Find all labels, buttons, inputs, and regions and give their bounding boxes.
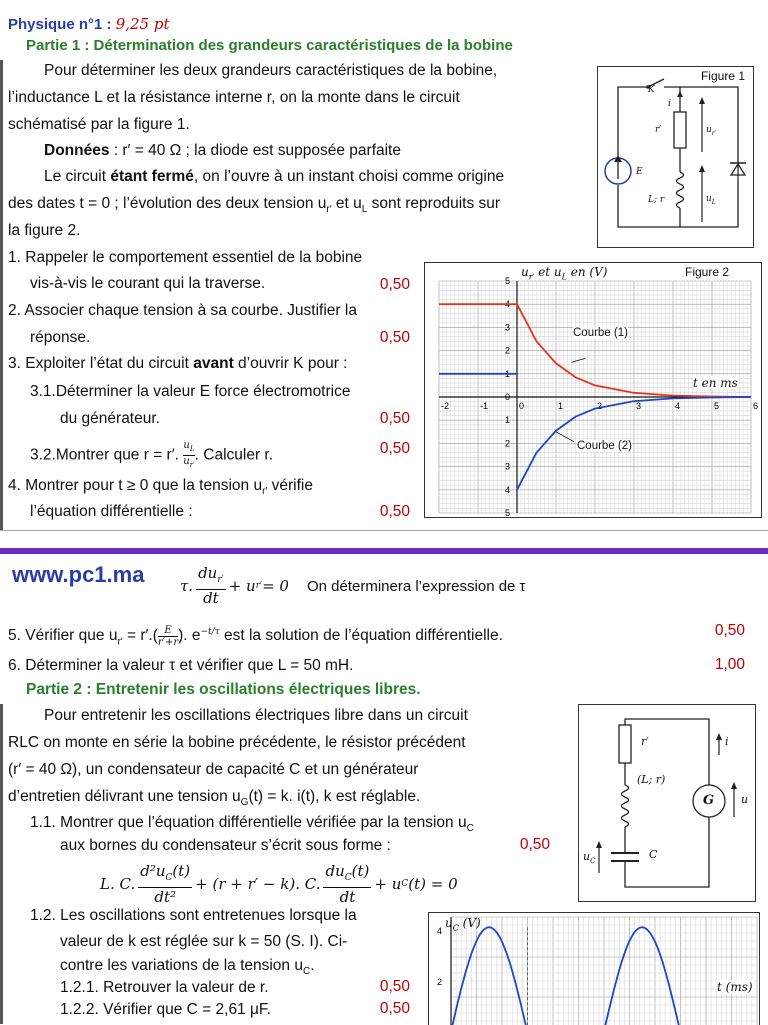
eq-main: L. C. $d^2u_C(t)$ dt² + (r + r′ − k). C. $du_C(t)$ dt + u C (t) = 0	[100, 862, 458, 906]
y-tick-label: 1	[505, 415, 511, 426]
y-tick-label: 4	[437, 925, 443, 936]
q121-points: 0,50	[379, 978, 410, 995]
q2-line1	[8, 301, 357, 321]
eq-top-tau: τ.	[180, 577, 194, 595]
fig3-label-rprime: r′	[641, 735, 649, 748]
q3-num: 3.	[8, 355, 21, 372]
x-tick-label: 3	[636, 401, 642, 411]
q4-text1b: vérifie	[267, 477, 313, 494]
fig3-label-u: u	[741, 793, 749, 806]
figure-2	[424, 262, 762, 518]
q4-points: 0,50	[379, 503, 410, 520]
fig2-ylabel-u: u	[521, 265, 529, 279]
eq-main-num2: du	[325, 862, 345, 880]
q12-line2: valeur de k est réglée sur k = 50 (S. I). Ci-	[60, 933, 348, 950]
q4-num: 4.	[8, 477, 21, 494]
site-brand: www.pc1.ma	[12, 562, 145, 587]
divider-line	[0, 530, 768, 531]
y-tick-label: 3	[505, 461, 511, 472]
q6-points: 1,00	[714, 656, 745, 673]
x-tick-label: 0	[519, 401, 525, 411]
q4-text1: Montrer pour t ≥ 0 que la tension u	[25, 477, 263, 494]
page-header	[8, 14, 170, 35]
fig1-label-E: E	[636, 167, 643, 177]
x-tick-label: 2	[597, 401, 603, 411]
q32-fraction: $\frac{u_L}{u_{r'}}$	[183, 440, 195, 469]
circuit-line-2	[8, 194, 500, 220]
q32-line	[30, 440, 273, 471]
figure-1-circuit	[598, 67, 753, 247]
eq-top: τ. $du_{r'}$ dt + u r′ = 0 On déterminera l’expression de τ	[180, 564, 526, 607]
p2-line4: d’entretien délivrant une tension $u_G(t) = k$. i(t), k est réglable.	[8, 788, 421, 809]
eq-main-num1b: (t)	[172, 862, 191, 880]
figure-3	[578, 704, 756, 902]
fig1-label-urprime: $u_{r'}$	[706, 125, 717, 137]
y-tick-label: 2	[505, 438, 511, 449]
q2-num: 2.	[8, 302, 21, 319]
fig1-label-Lr: L; r	[648, 195, 665, 205]
eq-main-a: L. C.	[100, 875, 136, 893]
q2-text1: Associer chaque tension à sa courbe. Justifier la	[24, 302, 357, 319]
fig3-label-C: C	[649, 848, 658, 861]
fig2-ylabel-unit: en (V)	[566, 265, 608, 279]
q1-points: 0,50	[379, 276, 410, 293]
fig4-xlabel: t (ms)	[717, 980, 753, 994]
fig2-curve1-label: Courbe (1)	[573, 327, 628, 339]
q5-fraction: $\frac{E}{r'+r}$	[157, 624, 179, 648]
fig1-uL-text: u	[706, 194, 712, 204]
left-margin-bar-2	[0, 704, 3, 1024]
eq-top-num: du	[198, 564, 218, 582]
eq-top-eq: = 0	[262, 577, 289, 595]
y-tick-label: 0	[505, 392, 511, 402]
fig2-ylabel-rest: et u	[534, 265, 562, 279]
y-tick-label: 2	[437, 976, 443, 987]
eq-top-rest: + u	[228, 577, 256, 595]
sub-rprime: r′	[326, 204, 332, 216]
q3-text1c: d’ouvrir K pour :	[233, 355, 348, 372]
q3-line1	[8, 354, 347, 374]
purple-divider	[0, 548, 768, 554]
eq-top-note: On déterminera l’expression de τ	[306, 577, 526, 595]
fig3-label-G: G	[703, 793, 715, 808]
q5-points: 0,50	[714, 622, 745, 639]
fig1-label-uL: $u_L$	[706, 194, 716, 206]
fig3-uC-text: u	[583, 850, 591, 863]
q31-text1: Déterminer la valeur E force électromotrice	[55, 383, 351, 400]
q5-text-a: Vérifier que u	[25, 627, 118, 645]
fig2-ylabel: $u_{r'}$ et $u_L$ en (V)	[521, 265, 608, 282]
q122-line: 1.2.2. Vérifier que C = 2,61 μF.	[60, 1001, 271, 1018]
x-tick-label: 5	[714, 401, 720, 411]
circuit-line-2a: des dates t = 0 ; l’évolution des deux tension u	[8, 195, 327, 212]
fig3-label-i: i	[725, 735, 729, 748]
part1-title: Partie 1 : Détermination des grandeurs caractéristiques de la bobine	[26, 37, 513, 54]
y-tick-label: 2	[505, 345, 511, 356]
intro-line-1: Pour déterminer les deux grandeurs caractéristiques de la bobine,	[44, 62, 498, 79]
p2-line4b: (t) = k. i(t), k est réglable.	[248, 788, 421, 805]
q2-line2: réponse.	[30, 329, 91, 346]
eq-main-den1: dt²	[154, 888, 176, 906]
q11-line2: aux bornes du condensateur s’écrit sous forme :	[60, 837, 391, 854]
fig4-ylabel-unit: (V)	[458, 916, 481, 930]
q2-points: 0,50	[379, 329, 410, 346]
circuit-line-2c: sont reproduits sur	[367, 195, 501, 212]
circuit-line-1c: , on l’ouvre à un instant choisi comme origine	[193, 168, 505, 185]
y-tick-label: 5	[505, 276, 511, 286]
fig1-urprime-text: u	[706, 125, 712, 135]
q6-num: 6.	[8, 657, 21, 674]
intro-line-2: l’inductance L et la résistance interne r, on la monte dans le circuit	[8, 89, 460, 106]
eq-main-den2: dt	[339, 888, 356, 906]
q3-text1: Exploiter l’état du circuit	[25, 355, 194, 372]
q32-points: 0,50	[379, 440, 410, 457]
x-tick-label: 6	[753, 401, 759, 411]
q5-line: 5. Vérifier que $u_{r'} = r'$.( $\frac{E}{r'+r}$ ). $e^{-t/\tau}$ est la solution de l’équation différentielle.	[8, 624, 503, 648]
q4-sub: r′	[262, 486, 268, 498]
q121-line: 1.2.1. Retrouver la valeur de r.	[60, 979, 269, 996]
p2-line3: (r′ = 40 Ω), un condensateur de capacité C et un générateur	[8, 761, 419, 778]
q5-text-d: est la solution de l’équation différentielle.	[219, 627, 503, 645]
fig1-label-K: K	[648, 85, 655, 95]
fig3-label-Lr: (L; r)	[637, 773, 666, 786]
q5-num: 5.	[8, 627, 21, 645]
q5-text-c: . e	[183, 627, 201, 645]
q4-line1	[8, 476, 313, 502]
p2-line1: Pour entretenir les oscillations électriques libre dans un circuit	[44, 707, 468, 724]
circuit-line-3: la figure 2.	[8, 222, 81, 239]
q32-num: 3.2.	[30, 446, 56, 464]
left-margin-bar	[0, 60, 3, 530]
q31-num: 3.1.	[30, 383, 56, 400]
circuit-line-2b: et u	[331, 195, 362, 212]
q1-line2: vis-à-vis le courant qui la traverse.	[30, 275, 266, 292]
eq-main-d: (t) = 0	[408, 875, 458, 893]
header-colon: :	[102, 16, 116, 33]
q11-line1: 1.1. Montrer que l’équation différentielle vérifiée par la tension $u_C$	[30, 814, 474, 835]
donnees-label: Données	[44, 142, 110, 159]
figure-4	[428, 912, 760, 1025]
q6-line	[8, 656, 353, 676]
y-tick-label: 4	[505, 484, 511, 495]
eq-main-c: + u	[374, 875, 402, 893]
circuit-line-1	[44, 167, 504, 187]
donnees-line	[44, 141, 401, 161]
fig2-curve2-label: Courbe (2)	[577, 440, 632, 452]
part2-title: Partie 2 : Entretenir les oscillations électriques libres.	[26, 681, 421, 698]
figure-1-title: Figure 1	[700, 69, 745, 83]
intro-line-3: schématisé par la figure 1.	[8, 116, 190, 133]
circuit-line-1a: Le circuit	[44, 168, 111, 185]
fig1-label-i: i	[668, 99, 671, 109]
p2-line4a: d’entretien délivrant une tension u	[8, 788, 241, 805]
eq-main-num1: d²u	[140, 862, 166, 880]
figure-2-chart	[425, 263, 761, 517]
q31-line1	[30, 382, 350, 402]
y-tick-label: 5	[505, 508, 511, 517]
fig2-title: Figure 2	[685, 265, 730, 279]
eq-top-fraction: $du_{r'}$ dt	[198, 564, 224, 607]
q1-num: 1.	[8, 249, 21, 266]
eq-main-frac2: $du_C(t)$ dt	[325, 862, 370, 906]
figure-1	[597, 66, 754, 248]
q122-points: 0,50	[379, 1000, 410, 1017]
curve2-pointer	[556, 432, 574, 442]
header-title: Physique n°1	[8, 16, 103, 33]
y-tick-label: 1	[505, 368, 511, 379]
fig4-ylabel: $u_C$ (V)	[445, 916, 481, 933]
y-tick-label: 3	[505, 322, 511, 333]
eq-main-num2b: (t)	[351, 862, 370, 880]
fig1-label-rprime: r′	[655, 125, 662, 135]
p2-line2: RLC on monte en série la bobine précédente, le résistor précédent	[8, 734, 466, 751]
x-tick-label: -1	[480, 401, 489, 411]
q32-text1b: . Calculer r.	[194, 446, 274, 464]
eq-top-den: dt	[203, 589, 219, 607]
x-tick-label: 4	[675, 401, 681, 411]
q12-text3: contre les variations de la tension u	[60, 957, 303, 974]
x-tick-label: -2	[441, 401, 450, 411]
donnees-text: : r′ = 40 Ω ; la diode est supposée parfaite	[109, 142, 401, 159]
q4-line2: l’équation différentielle :	[30, 503, 193, 520]
q6-text: Déterminer la valeur τ et vérifier que L = 50 mH.	[25, 657, 354, 674]
q1-text1: Rappeler le comportement essentiel de la bobine	[25, 249, 363, 266]
eq-main-frac1: $d^2u_C(t)$ dt²	[140, 862, 191, 906]
sub-L: L	[361, 204, 368, 216]
q11-points: 0,50	[519, 836, 550, 853]
eq-main-b: + (r + r′ − k). C.	[195, 875, 321, 893]
figure-3-circuit	[579, 705, 755, 901]
circuit-line-1b: étant fermé	[110, 168, 194, 185]
fig4-ylabel-u: u	[445, 916, 453, 930]
q5-text-b: = r′.	[122, 627, 153, 645]
q32-text1: Montrer que r = r′.	[55, 446, 179, 464]
x-tick-label: 1	[558, 401, 564, 411]
q11-text1: 1.1. Montrer que l’équation différentielle vérifiée par la tension u	[30, 814, 467, 831]
fig3-label-uC: $u_C$	[583, 850, 596, 866]
header-points: 9,25 pt	[115, 15, 170, 33]
q12-line3: contre les variations de la tension $u_C$.	[60, 957, 315, 978]
q31-line2: du générateur.	[60, 410, 160, 427]
y-tick-label: 4	[505, 299, 511, 310]
fig2-xlabel: t en ms	[693, 376, 738, 390]
q31-points: 0,50	[379, 410, 410, 427]
q12-line1: 1.2. Les oscillations sont entretenues lorsque la	[30, 907, 357, 924]
q3-text1b: avant	[193, 355, 234, 372]
q1-line1	[8, 248, 362, 268]
